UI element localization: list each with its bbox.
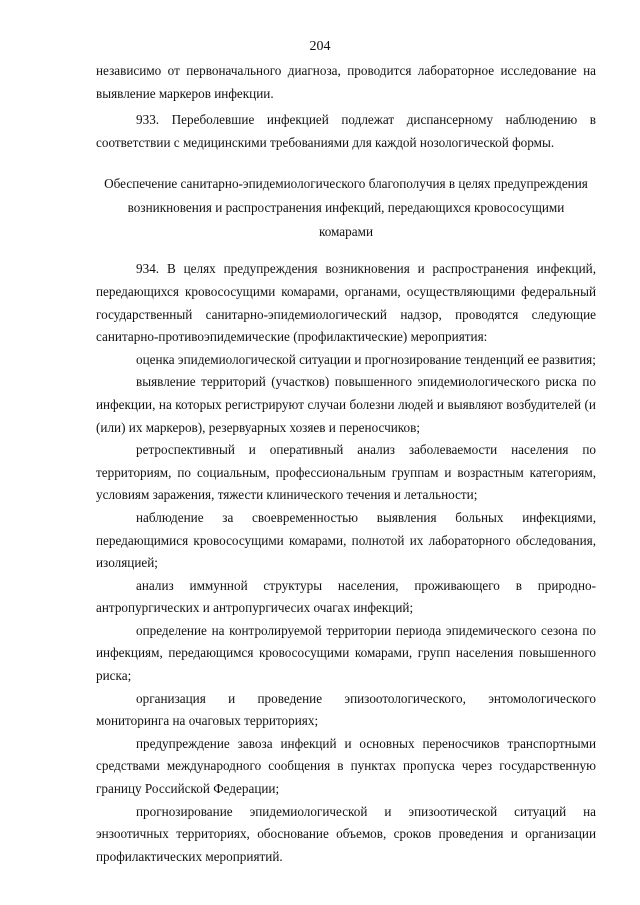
list-item-epidemic-season: определение на контролируемой территории периода эпидемического сезона по инфекциям, передающимся кровососущими комарами, групп населения повышенного риска;	[96, 622, 596, 684]
list-item-incidence-analysis: ретроспективный и оперативный анализ заболеваемости населения по территориям, по социальным, профессиональным группам и возрастным категориям, условиям заражения, тяжести клинического течения и летальности;	[96, 442, 596, 503]
section-heading: Обеспечение санитарно-эпидемиологического благополучия в целях предупреждения возникновения и распространения инфекций, передающихся кровососущими комарами	[104, 176, 588, 240]
paragraph-continuation: независимо от первоначального диагноза, проводится лабораторное исследование на выявление маркеров инфекции.	[96, 63, 596, 101]
paragraph-934: 934. В целях предупреждения возникновения и распространения инфекций, передающихся кровососущими комарами, органами, осуществляющими федеральный государственный санитарно-эпидемиологический надзор, проводятся следующие санитарно-противоэпидемические (профилактические) мероприятия:	[96, 261, 596, 345]
list-item-forecasting: прогнозирование эпидемиологической и эпизоотической ситуаций на энзоотичных территориях, обоснование объемов, сроков проведения и организации профилактических мероприятий.	[96, 803, 596, 864]
list-item-risk-territories: выявление территорий (участков) повышенного эпидемиологического риска по инфекции, на которых регистрируют случаи болезни людей и выявляют возбудителей (и (или) их маркеров), резервуарных хозяев и переносчиков;	[96, 374, 596, 435]
paragraph-933: 933. Переболевшие инфекцией подлежат диспансерному наблюдению в соответствии с медицинскими требованиями для каждой нозологической формы.	[96, 112, 596, 150]
page-number: 204	[309, 39, 331, 54]
list-item-import-prevention: предупреждение завоза инфекций и основных переносчиков транспортными средствами международного сообщения в пунктах пропуска через государственную границу Российской Федерации;	[96, 735, 596, 797]
page-content	[96, 60, 596, 868]
list-item-assessment: оценка эпидемиологической ситуации и прогнозирование тенденций ее развития;	[136, 351, 596, 367]
list-item-monitoring: организация и проведение эпизоотологического, энтомологического мониторинга на очаговых территориях;	[96, 690, 596, 729]
list-item-patient-monitoring: наблюдение за своевременностью выявления больных инфекциями, передающимися кровососущими комарами, полнотой их лабораторного обследования, изоляцией;	[96, 509, 596, 571]
list-item-immune-structure: анализ иммунной структуры населения, проживающего в природно-антропургических и антропургичесих очагах инфекций;	[96, 577, 596, 616]
